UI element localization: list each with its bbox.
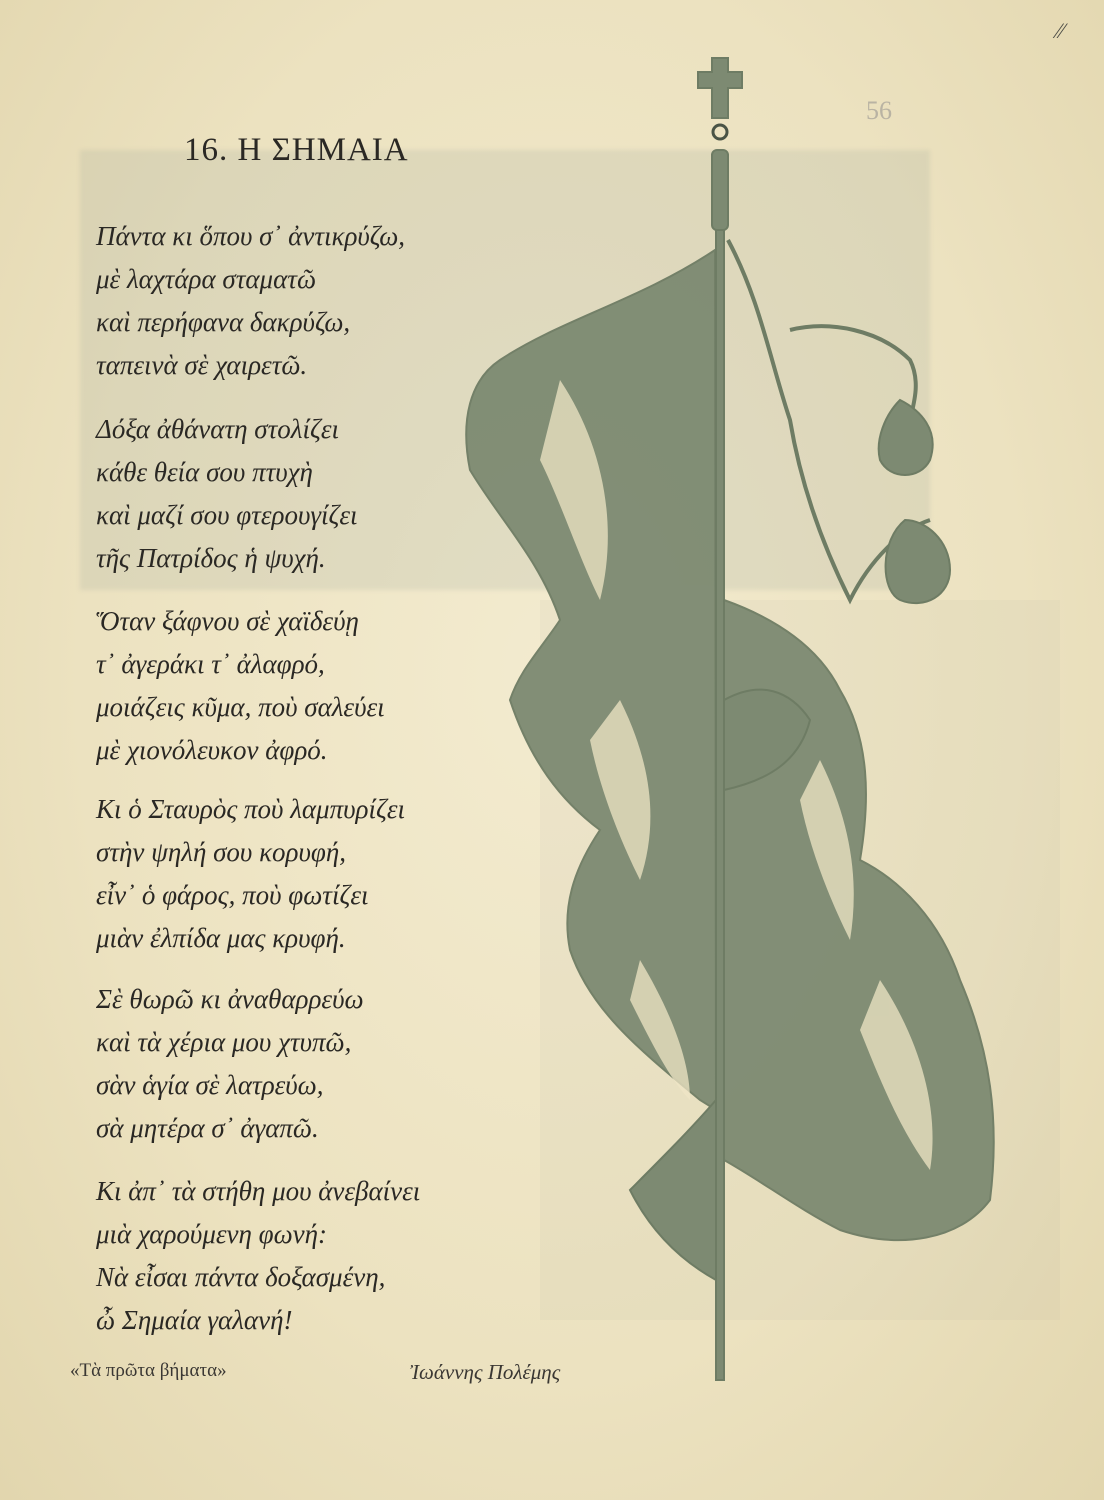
verse-line: μὲ λαχτάρα σταματῶ bbox=[96, 264, 317, 294]
verse-line: εἶν᾿ ὁ φάρος, ποὺ φωτίζει bbox=[96, 880, 369, 910]
verse-line: κάθε θεία σου πτυχὴ bbox=[96, 457, 313, 487]
verse-line: Νὰ εἶσαι πάντα δοξασμένη, bbox=[96, 1262, 386, 1292]
verse-line: καὶ μαζί σου φτερουγίζει bbox=[96, 500, 358, 530]
verse-line: Κι ὁ Σταυρὸς ποὺ λαμπυρίζει bbox=[96, 794, 406, 824]
verse-line: καὶ τὰ χέρια μου χτυπῶ, bbox=[96, 1027, 352, 1057]
author-name: Ἰωάννης Πολέμης bbox=[410, 1360, 561, 1384]
verse-line: μιὰ χαρούμενη φωνή: bbox=[96, 1219, 328, 1249]
poem-title: 16. Η ΣΗΜΑΙΑ bbox=[184, 132, 409, 168]
flag-fold bbox=[466, 250, 716, 1110]
verse-line: τῆς Πατρίδος ἡ ψυχή. bbox=[96, 543, 326, 573]
verse-line: στὴν ψηλή σου κορυφή, bbox=[96, 837, 346, 867]
verse-line: μοιάζεις κῦμα, ποὺ σαλεύει bbox=[96, 692, 385, 722]
page-number: 56 bbox=[866, 96, 892, 125]
verse-line: μὲ χιονόλευκον ἀφρό. bbox=[96, 735, 328, 765]
tassel-icon bbox=[886, 520, 950, 603]
verse-line: Πάντα κι ὅπου σ᾿ ἀντικρύζω, bbox=[96, 221, 406, 251]
verse-line: Κι ἀπ᾿ τὰ στήθη μου ἀνεβαίνει bbox=[96, 1176, 421, 1206]
corner-pencil-marks: ⁄⁄ bbox=[1056, 18, 1064, 43]
verse-line: καὶ περήφανα δακρύζω, bbox=[96, 307, 351, 337]
verse-line: σὰ μητέρα σ᾿ ἀγαπῶ. bbox=[96, 1113, 319, 1143]
finial bbox=[712, 150, 728, 230]
verse-line: σὰν ἁγία σὲ λατρεύω, bbox=[96, 1070, 324, 1100]
verse-line: τ᾿ ἀγεράκι τ᾿ ἀλαφρό, bbox=[96, 649, 325, 679]
verse-line: Σὲ θωρῶ κι ἀναθαρρεύω bbox=[96, 984, 364, 1014]
verse-line: μιὰν ἐλπίδα μας κρυφή. bbox=[96, 923, 346, 953]
source-credit: «Τὰ πρῶτα βήματα» bbox=[70, 1360, 227, 1381]
verse-line: ὦ Σημαία γαλανή! bbox=[96, 1305, 293, 1335]
verse-line: ταπεινὰ σὲ χαιρετῶ. bbox=[96, 350, 308, 380]
verse-line: Ὅταν ξάφνου σὲ χαϊδεύῃ bbox=[96, 606, 359, 636]
flag-fold bbox=[630, 1100, 716, 1280]
verse-line: Δόξα ἀθάνατη στολίζει bbox=[96, 414, 340, 444]
cross-icon bbox=[698, 58, 742, 118]
flag-pole bbox=[716, 230, 724, 1380]
tassel-icon bbox=[879, 400, 933, 475]
